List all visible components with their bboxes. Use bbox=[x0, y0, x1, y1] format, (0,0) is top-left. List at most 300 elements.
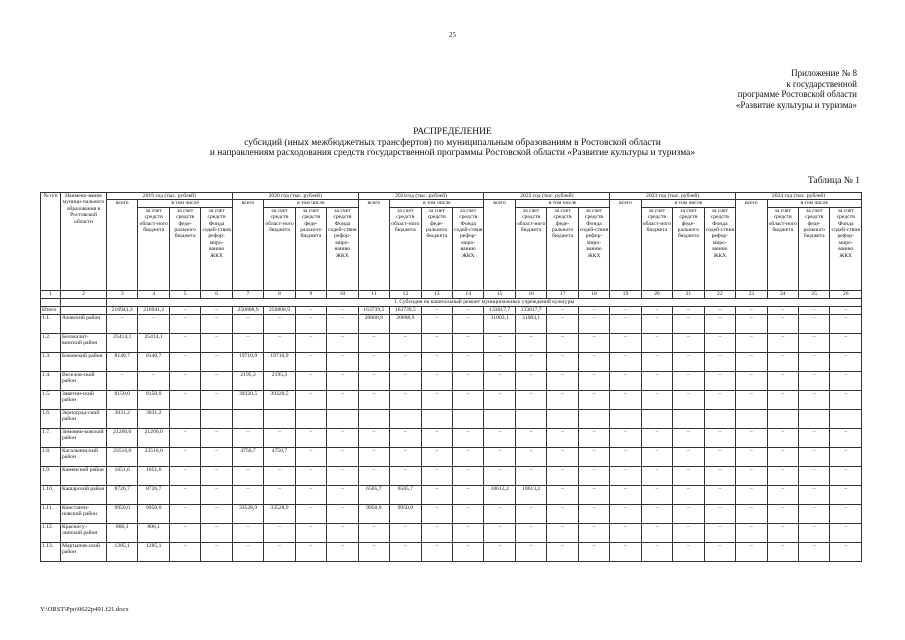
cell-value: – bbox=[547, 371, 578, 390]
header-fund-zhkh: за счет средств Фонда содей-ствия рефор-миро-ванию ЖКХ bbox=[704, 207, 735, 290]
column-number: 24 bbox=[767, 290, 798, 298]
header-total: всего bbox=[610, 200, 641, 290]
row-number: 1.1. bbox=[41, 314, 61, 333]
cell-value: 9950,0 bbox=[390, 504, 421, 523]
cell-value bbox=[673, 409, 704, 428]
column-number: 7 bbox=[232, 290, 263, 298]
cell-value: – bbox=[704, 371, 735, 390]
cell-value: – bbox=[390, 371, 421, 390]
cell-value: – bbox=[830, 466, 862, 485]
cell-value: – bbox=[673, 306, 704, 314]
header-fund-zhkh: за счет средств Фонда содей-ствия рефор-миро-ванию ЖКХ bbox=[830, 207, 862, 290]
cell-value: – bbox=[201, 466, 232, 485]
cell-value: 8140,7 bbox=[107, 352, 138, 371]
table-row bbox=[41, 504, 862, 523]
cell-value: – bbox=[767, 523, 798, 542]
table-row bbox=[41, 333, 862, 352]
cell-value: 8140,7 bbox=[138, 352, 169, 371]
cell-value: 23516,0 bbox=[138, 447, 169, 466]
cell-value: – bbox=[547, 504, 578, 523]
cell-value: – bbox=[169, 352, 200, 371]
column-number: 17 bbox=[547, 290, 578, 298]
cell-value: – bbox=[484, 504, 515, 523]
cell-value: 216941,2 bbox=[138, 306, 169, 314]
cell-value: – bbox=[201, 333, 232, 352]
table-row bbox=[41, 523, 862, 542]
cell-value: – bbox=[264, 314, 295, 333]
row-name: Заветин-ский район bbox=[61, 390, 107, 409]
cell-value: – bbox=[421, 306, 452, 314]
cell-value: – bbox=[767, 542, 798, 561]
cell-value: – bbox=[327, 466, 358, 485]
cell-value: – bbox=[673, 466, 704, 485]
header-year: 2020 год (тыс. рублей) bbox=[232, 193, 358, 200]
cell-value: – bbox=[295, 485, 326, 504]
table-row bbox=[41, 485, 862, 504]
cell-value: – bbox=[704, 485, 735, 504]
column-number: 16 bbox=[515, 290, 546, 298]
cell-value: 250808,9 bbox=[264, 306, 295, 314]
header-federal-budget: за счет средств феде-рального бюджета bbox=[798, 207, 829, 290]
cell-value: – bbox=[327, 542, 358, 561]
cell-value: – bbox=[452, 504, 483, 523]
row-number: 1.3. bbox=[41, 352, 61, 371]
cell-value: 2195,3 bbox=[232, 371, 263, 390]
cell-value: – bbox=[610, 333, 641, 352]
cell-value: – bbox=[547, 333, 578, 352]
row-number: Итого bbox=[41, 306, 61, 314]
header-year: 2023 год (тыс. рублей) bbox=[610, 193, 736, 200]
cell-value: – bbox=[798, 504, 829, 523]
cell-value bbox=[736, 409, 767, 428]
row-name: Красносу-линский район bbox=[61, 523, 107, 542]
cell-value: – bbox=[327, 371, 358, 390]
appendix-block bbox=[617, 68, 857, 110]
cell-value: 133017,7 bbox=[484, 306, 515, 314]
cell-value: – bbox=[232, 523, 263, 542]
cell-value: – bbox=[798, 390, 829, 409]
cell-value: – bbox=[484, 466, 515, 485]
cell-value bbox=[515, 409, 546, 428]
cell-value: – bbox=[264, 428, 295, 447]
cell-value: – bbox=[169, 390, 200, 409]
cell-value: – bbox=[767, 485, 798, 504]
cell-value: – bbox=[798, 542, 829, 561]
cell-value: – bbox=[578, 504, 609, 523]
cell-value: – bbox=[515, 390, 546, 409]
table-row bbox=[41, 390, 862, 409]
cell-value: – bbox=[610, 314, 641, 333]
cell-value bbox=[169, 409, 200, 428]
cell-value: 8726,7 bbox=[138, 485, 169, 504]
row-number: 1.7. bbox=[41, 428, 61, 447]
cell-value: – bbox=[767, 371, 798, 390]
cell-value: – bbox=[452, 447, 483, 466]
cell-value: – bbox=[358, 371, 389, 390]
column-number: 21 bbox=[673, 290, 704, 298]
cell-value: 33528,9 bbox=[232, 504, 263, 523]
cell-value: 21260,0 bbox=[107, 428, 138, 447]
header-total: всего bbox=[107, 200, 138, 290]
cell-value: – bbox=[421, 333, 452, 352]
table-row bbox=[41, 352, 862, 371]
row-number: 1.13. bbox=[41, 542, 61, 561]
cell-value: – bbox=[201, 485, 232, 504]
header-regional-budget: за счет средств област-ного бюджета bbox=[390, 207, 421, 290]
cell-value: – bbox=[798, 352, 829, 371]
row-number: 1.10. bbox=[41, 485, 61, 504]
cell-value: – bbox=[390, 523, 421, 542]
cell-value: – bbox=[327, 428, 358, 447]
row-number: 1.5. bbox=[41, 390, 61, 409]
cell-value: – bbox=[578, 523, 609, 542]
cell-value: – bbox=[169, 428, 200, 447]
table-row bbox=[41, 447, 862, 466]
table-row bbox=[41, 371, 862, 390]
cell-value: – bbox=[327, 504, 358, 523]
table-row bbox=[41, 314, 862, 333]
cell-value bbox=[547, 409, 578, 428]
cell-value: – bbox=[641, 306, 672, 314]
cell-value: 8150,0 bbox=[107, 390, 138, 409]
row-name: Зимовни-ковский район bbox=[61, 428, 107, 447]
header-fund-zhkh: за счет средств Фонда содей-ствия рефор-миро-ванию ЖКХ bbox=[452, 207, 483, 290]
row-name: Азовский район bbox=[61, 314, 107, 333]
cell-value: – bbox=[390, 447, 421, 466]
column-number: 14 bbox=[452, 290, 483, 298]
cell-value: – bbox=[704, 428, 735, 447]
row-name: Боковский район bbox=[61, 352, 107, 371]
cell-value: – bbox=[327, 314, 358, 333]
cell-value: – bbox=[264, 485, 295, 504]
cell-value: – bbox=[641, 542, 672, 561]
distribution-table bbox=[40, 192, 862, 562]
cell-value: – bbox=[673, 542, 704, 561]
cell-value: – bbox=[547, 542, 578, 561]
cell-value: – bbox=[578, 447, 609, 466]
cell-value: – bbox=[641, 390, 672, 409]
column-number: 22 bbox=[704, 290, 735, 298]
header-incl: в том числе bbox=[767, 200, 861, 207]
cell-value: – bbox=[610, 542, 641, 561]
cell-value: – bbox=[704, 504, 735, 523]
cell-value: – bbox=[830, 542, 862, 561]
appendix-line: «Развитие культуры и туризма» bbox=[735, 99, 857, 110]
row-number: 1.9. bbox=[41, 466, 61, 485]
cell-value: 25414,1 bbox=[107, 333, 138, 352]
cell-value: – bbox=[767, 504, 798, 523]
cell-value: – bbox=[704, 466, 735, 485]
cell-value: – bbox=[232, 333, 263, 352]
cell-value: – bbox=[830, 390, 862, 409]
header-federal-budget: за счет средств феде-рального бюджета bbox=[295, 207, 326, 290]
cell-value: – bbox=[641, 333, 672, 352]
cell-value: – bbox=[515, 352, 546, 371]
cell-value: – bbox=[295, 371, 326, 390]
cell-value: – bbox=[264, 466, 295, 485]
column-number: 12 bbox=[390, 290, 421, 298]
cell-value bbox=[327, 409, 358, 428]
cell-value: – bbox=[201, 542, 232, 561]
appendix-line: программе Ростовской области bbox=[737, 89, 857, 99]
cell-value: – bbox=[830, 352, 862, 371]
cell-value: 20668,9 bbox=[358, 314, 389, 333]
cell-value bbox=[390, 409, 421, 428]
cell-value: – bbox=[484, 390, 515, 409]
cell-value: – bbox=[547, 306, 578, 314]
row-name: Константи-новский район bbox=[61, 504, 107, 523]
table-row bbox=[41, 306, 862, 314]
page-number: 25 bbox=[449, 31, 456, 39]
cell-value: 39320,5 bbox=[232, 390, 263, 409]
appendix-line: Приложение № 8 bbox=[791, 68, 857, 78]
header-total: всего bbox=[232, 200, 263, 290]
cell-value bbox=[421, 409, 452, 428]
cell-value: – bbox=[358, 428, 389, 447]
cell-value: – bbox=[673, 390, 704, 409]
cell-value: 250808,9 bbox=[232, 306, 263, 314]
cell-value bbox=[295, 409, 326, 428]
cell-value: – bbox=[547, 447, 578, 466]
cell-value: – bbox=[610, 390, 641, 409]
cell-value: – bbox=[736, 542, 767, 561]
cell-value: – bbox=[547, 466, 578, 485]
header-year: 2024 год (тыс. рублей) bbox=[736, 193, 862, 200]
cell-value: – bbox=[390, 542, 421, 561]
cell-value: – bbox=[736, 314, 767, 333]
cell-value: – bbox=[830, 504, 862, 523]
cell-value: – bbox=[798, 523, 829, 542]
cell-value: – bbox=[421, 466, 452, 485]
column-number: 10 bbox=[327, 290, 358, 298]
cell-value: – bbox=[610, 466, 641, 485]
header-total: всего bbox=[484, 200, 515, 290]
header-federal-budget: за счет средств феде-рального бюджета bbox=[169, 207, 200, 290]
header-regional-budget: за счет средств област-ного бюджета bbox=[515, 207, 546, 290]
cell-value: – bbox=[295, 306, 326, 314]
table-label: Таблица № 1 bbox=[807, 176, 860, 186]
cell-value: – bbox=[452, 333, 483, 352]
cell-value: – bbox=[484, 523, 515, 542]
cell-value: – bbox=[673, 314, 704, 333]
cell-value: – bbox=[107, 371, 138, 390]
cell-value: – bbox=[452, 485, 483, 504]
column-number: 15 bbox=[484, 290, 515, 298]
cell-value: – bbox=[736, 428, 767, 447]
cell-value: – bbox=[830, 485, 862, 504]
cell-value: – bbox=[767, 352, 798, 371]
cell-value: 6505,7 bbox=[358, 485, 389, 504]
cell-value: – bbox=[421, 428, 452, 447]
header-row bbox=[41, 290, 862, 298]
cell-value: 31003,1 bbox=[515, 314, 546, 333]
cell-value: – bbox=[547, 523, 578, 542]
cell-value: – bbox=[673, 447, 704, 466]
cell-value: – bbox=[767, 466, 798, 485]
cell-value: – bbox=[358, 523, 389, 542]
cell-value: – bbox=[578, 428, 609, 447]
column-number: 11 bbox=[358, 290, 389, 298]
cell-value: – bbox=[673, 352, 704, 371]
cell-value: – bbox=[201, 504, 232, 523]
header-federal-budget: за счет средств феде-рального бюджета bbox=[673, 207, 704, 290]
cell-value: – bbox=[452, 390, 483, 409]
cell-value: 1285,1 bbox=[107, 542, 138, 561]
cell-value: – bbox=[798, 485, 829, 504]
cell-value: – bbox=[169, 447, 200, 466]
cell-value bbox=[704, 409, 735, 428]
cell-value: – bbox=[547, 352, 578, 371]
cell-value: – bbox=[515, 447, 546, 466]
cell-value: – bbox=[830, 428, 862, 447]
cell-value: – bbox=[798, 306, 829, 314]
cell-value: – bbox=[798, 466, 829, 485]
cell-value: – bbox=[452, 371, 483, 390]
cell-value: – bbox=[421, 390, 452, 409]
cell-value: – bbox=[327, 352, 358, 371]
header-year: 2019 год (тыс. рублей) bbox=[107, 193, 233, 200]
cell-value: – bbox=[484, 333, 515, 352]
cell-value: – bbox=[673, 371, 704, 390]
cell-value: – bbox=[421, 523, 452, 542]
cell-value: – bbox=[169, 523, 200, 542]
cell-value: – bbox=[736, 352, 767, 371]
cell-value: – bbox=[547, 314, 578, 333]
column-number: 26 bbox=[830, 290, 862, 298]
cell-value: 6505,7 bbox=[390, 485, 421, 504]
cell-value: – bbox=[515, 371, 546, 390]
cell-value: – bbox=[673, 428, 704, 447]
cell-value: – bbox=[295, 542, 326, 561]
cell-value: – bbox=[169, 504, 200, 523]
row-name bbox=[61, 306, 107, 314]
cell-value: – bbox=[201, 390, 232, 409]
cell-value: – bbox=[169, 466, 200, 485]
cell-value: 1285,1 bbox=[138, 542, 169, 561]
header-fund-zhkh: за счет средств Фонда содей-ствия рефор-миро-ванию ЖКХ bbox=[327, 207, 358, 290]
row-name: Зерноград-ский район bbox=[61, 409, 107, 428]
cell-value bbox=[358, 409, 389, 428]
cell-value: – bbox=[610, 523, 641, 542]
row-number: 1.4. bbox=[41, 371, 61, 390]
cell-value: 10613,2 bbox=[515, 485, 546, 504]
cell-value: – bbox=[515, 542, 546, 561]
cell-value: – bbox=[798, 371, 829, 390]
cell-value: – bbox=[736, 371, 767, 390]
cell-value: – bbox=[578, 333, 609, 352]
table-row bbox=[41, 409, 862, 428]
cell-value: – bbox=[484, 352, 515, 371]
cell-value: – bbox=[704, 333, 735, 352]
file-path: Y:\ORST\Ppo\0622p491.f21.docx bbox=[40, 606, 129, 613]
cell-value: – bbox=[169, 542, 200, 561]
cell-value: – bbox=[767, 447, 798, 466]
cell-value: – bbox=[704, 447, 735, 466]
row-number: 1.11. bbox=[41, 504, 61, 523]
cell-value: – bbox=[232, 485, 263, 504]
cell-value: – bbox=[736, 333, 767, 352]
cell-value: – bbox=[452, 352, 483, 371]
cell-value: – bbox=[390, 466, 421, 485]
cell-value: – bbox=[295, 466, 326, 485]
cell-value: – bbox=[327, 447, 358, 466]
column-number: 18 bbox=[578, 290, 609, 298]
cell-value: – bbox=[704, 306, 735, 314]
column-number: 3 bbox=[107, 290, 138, 298]
cell-value: – bbox=[578, 485, 609, 504]
cell-value: 25414,1 bbox=[138, 333, 169, 352]
cell-value: – bbox=[673, 333, 704, 352]
cell-value: – bbox=[673, 504, 704, 523]
cell-value: – bbox=[578, 542, 609, 561]
cell-value: 216941,3 bbox=[107, 306, 138, 314]
cell-value: – bbox=[641, 371, 672, 390]
header-row bbox=[41, 193, 862, 200]
cell-value: – bbox=[232, 428, 263, 447]
cell-value: – bbox=[201, 447, 232, 466]
cell-value: – bbox=[484, 371, 515, 390]
cell-value bbox=[264, 409, 295, 428]
cell-value: – bbox=[515, 333, 546, 352]
cell-value: – bbox=[421, 314, 452, 333]
cell-value: – bbox=[610, 352, 641, 371]
cell-value: – bbox=[610, 504, 641, 523]
row-number: 1.12. bbox=[41, 523, 61, 542]
cell-value: 2195,3 bbox=[264, 371, 295, 390]
column-number: 2 bbox=[61, 290, 107, 298]
section-row bbox=[41, 298, 862, 306]
cell-value: 163739,5 bbox=[358, 306, 389, 314]
cell-value: – bbox=[169, 333, 200, 352]
cell-value: – bbox=[736, 466, 767, 485]
table-row bbox=[41, 466, 862, 485]
header-federal-budget: за счет средств феде-рального бюджета bbox=[547, 207, 578, 290]
header-row bbox=[41, 200, 862, 207]
column-number: 13 bbox=[421, 290, 452, 298]
cell-value: – bbox=[264, 542, 295, 561]
cell-value: – bbox=[358, 390, 389, 409]
header-regional-budget: за счет средств област-ного бюджета bbox=[264, 207, 295, 290]
column-number: 25 bbox=[798, 290, 829, 298]
cell-value: 9950,0 bbox=[107, 504, 138, 523]
cell-value: – bbox=[704, 314, 735, 333]
cell-value: – bbox=[610, 447, 641, 466]
cell-value: – bbox=[452, 306, 483, 314]
cell-value: – bbox=[641, 352, 672, 371]
cell-value: – bbox=[610, 485, 641, 504]
cell-value: – bbox=[641, 523, 672, 542]
cell-value: – bbox=[798, 314, 829, 333]
row-number: 1.2. bbox=[41, 333, 61, 352]
cell-value: – bbox=[295, 314, 326, 333]
cell-value: – bbox=[578, 314, 609, 333]
cell-value: – bbox=[547, 390, 578, 409]
cell-value: – bbox=[390, 333, 421, 352]
cell-value: – bbox=[358, 333, 389, 352]
cell-value: – bbox=[201, 314, 232, 333]
cell-value: 806,1 bbox=[107, 523, 138, 542]
header-incl: в том числе bbox=[641, 200, 735, 207]
cell-value: – bbox=[232, 314, 263, 333]
cell-value: – bbox=[295, 504, 326, 523]
cell-value: – bbox=[452, 314, 483, 333]
cell-value: – bbox=[641, 466, 672, 485]
cell-value: – bbox=[138, 371, 169, 390]
header-incl: в том числе bbox=[138, 200, 232, 207]
cell-value: 8726,7 bbox=[107, 485, 138, 504]
cell-value: – bbox=[798, 333, 829, 352]
cell-value: – bbox=[232, 542, 263, 561]
